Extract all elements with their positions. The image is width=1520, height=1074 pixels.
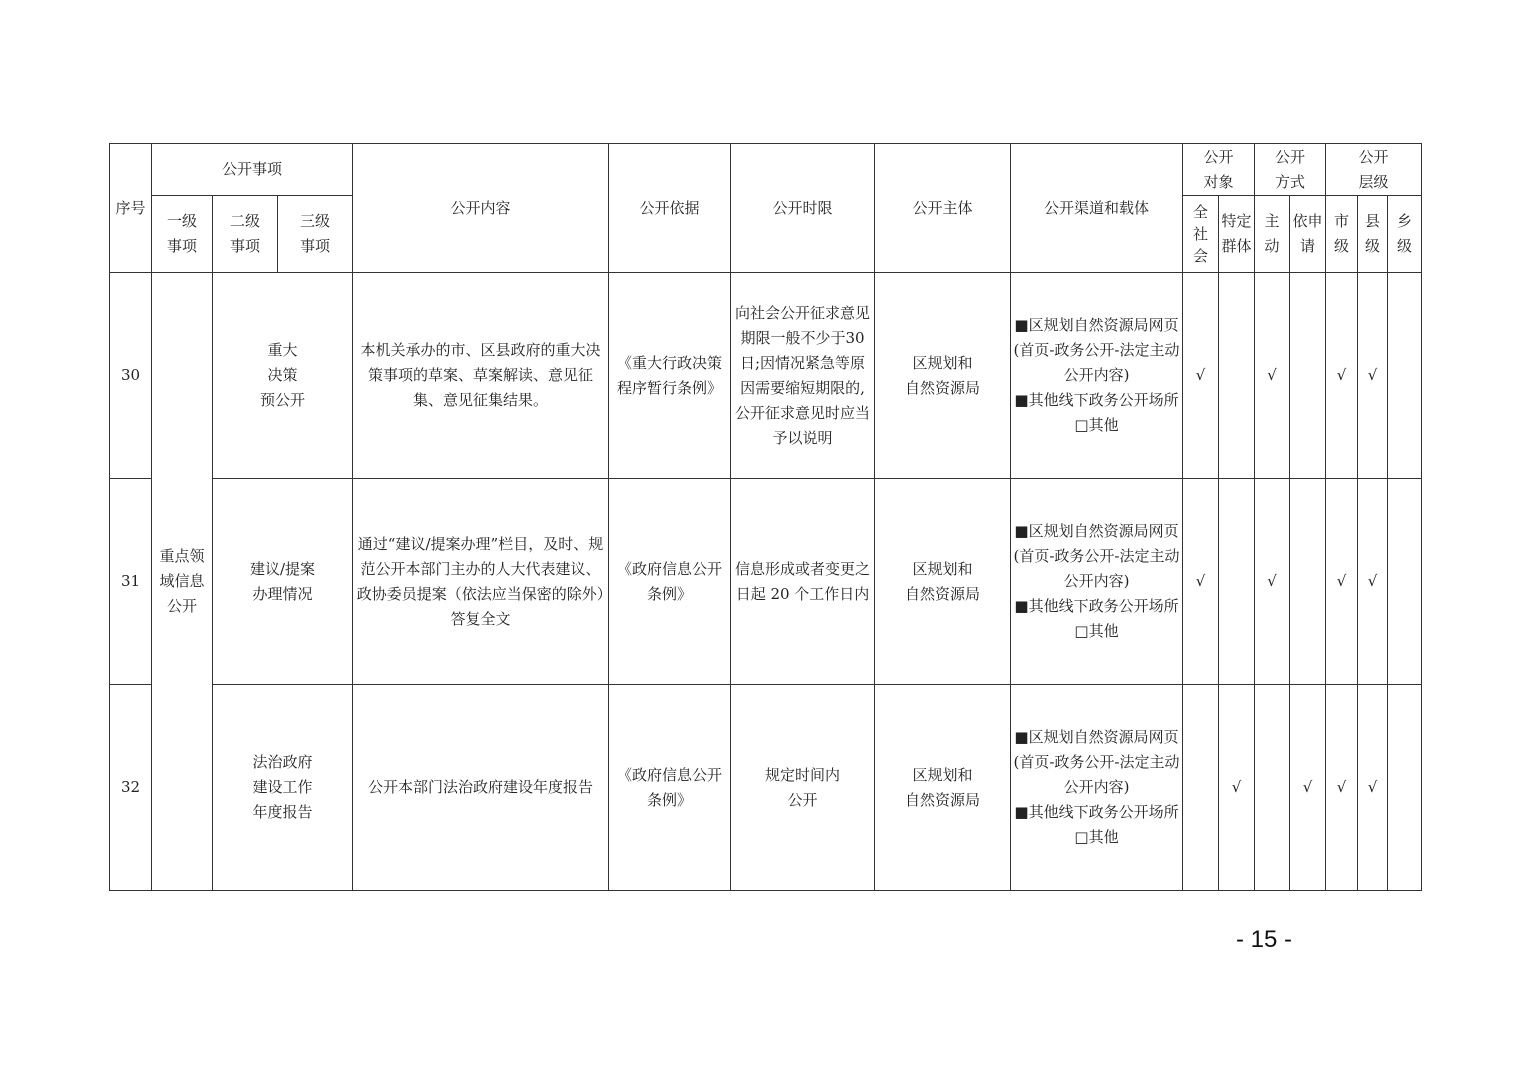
header-level: 公开 层级: [1326, 144, 1422, 196]
row-channel: [1011, 685, 1183, 891]
row-subject: 区规划和 自然资源局: [875, 685, 1011, 891]
row-specific-group: √: [1219, 685, 1255, 891]
header-proactive: 主 动: [1255, 196, 1290, 273]
row-basis: 《政府信息公开条例》: [609, 479, 731, 685]
header-seq: 序号: [110, 144, 152, 273]
row-all-society: √: [1183, 479, 1219, 685]
header-basis: 公开依据: [609, 144, 731, 273]
row-specific-group: [1219, 479, 1255, 685]
row-county: √: [1358, 273, 1388, 479]
header-row-1: [110, 144, 1422, 196]
channel-item: ■其他线下政务公开场所: [1014, 391, 1179, 409]
row-content: 通过“建议/提案办理”栏目，及时、规范公开本部门主办的人大代表建议、政协委员提案（依法应当保密的除外）答复全文: [353, 479, 609, 685]
row-city: √: [1326, 273, 1358, 479]
channel-item: ■区规划自然资源局网页(首页-政务公开-法定主动公开内容): [1013, 522, 1180, 590]
row-seq: 31: [110, 479, 152, 685]
row-basis: 《政府信息公开条例》: [609, 685, 731, 891]
header-level3: 三级 事项: [278, 196, 353, 273]
header-city: 市 级: [1326, 196, 1358, 273]
row-channel: [1011, 479, 1183, 685]
header-specific-group: 特定 群体: [1219, 196, 1255, 273]
row-township: [1388, 273, 1422, 479]
row-channel: [1011, 273, 1183, 479]
header-county: 县 级: [1358, 196, 1388, 273]
channel-item: □其他: [1074, 416, 1119, 434]
row-all-society: √: [1183, 273, 1219, 479]
header-content: 公开内容: [353, 144, 609, 273]
row-proactive: [1255, 685, 1290, 891]
row-content: 公开本部门法治政府建设年度报告: [353, 685, 609, 891]
row-proactive: √: [1255, 273, 1290, 479]
header-subject: 公开主体: [875, 144, 1011, 273]
disclosure-table: [109, 143, 1422, 891]
row-seq: 30: [110, 273, 152, 479]
row-on-request: √: [1290, 685, 1326, 891]
channel-item: ■其他线下政务公开场所: [1014, 803, 1179, 821]
channel-item: ■其他线下政务公开场所: [1014, 597, 1179, 615]
row-proactive: √: [1255, 479, 1290, 685]
channel-item: ■区规划自然资源局网页(首页-政务公开-法定主动公开内容): [1013, 316, 1180, 384]
row-time-limit: 向社会公开征求意见期限一般不少于30日;因情况紧急等原因需要缩短期限的,公开征求意见时应当予以说明: [731, 273, 875, 479]
group-level1: 重点领 域信息 公开: [152, 273, 213, 891]
row-seq: 32: [110, 685, 152, 891]
channel-item: ■区规划自然资源局网页(首页-政务公开-法定主动公开内容): [1013, 728, 1180, 796]
row-time-limit: 规定时间内 公开: [731, 685, 875, 891]
header-matters: 公开事项: [152, 144, 353, 196]
header-level2: 二级 事项: [213, 196, 278, 273]
row-level2: 法治政府 建设工作 年度报告: [213, 685, 353, 891]
row-content: 本机关承办的市、区县政府的重大决策事项的草案、草案解读、意见征集、意见征集结果。: [353, 273, 609, 479]
header-on-request: 依申 请: [1290, 196, 1326, 273]
header-level1: 一级 事项: [152, 196, 213, 273]
channel-item: □其他: [1074, 622, 1119, 640]
row-level2: 建议/提案 办理情况: [213, 479, 353, 685]
row-specific-group: [1219, 273, 1255, 479]
row-county: √: [1358, 479, 1388, 685]
table-row: [110, 685, 1422, 891]
row-township: [1388, 685, 1422, 891]
header-time-limit: 公开时限: [731, 144, 875, 273]
row-level2: 重大 决策 预公开: [213, 273, 353, 479]
row-subject: 区规划和 自然资源局: [875, 479, 1011, 685]
table-row: [110, 479, 1422, 685]
header-method: 公开 方式: [1255, 144, 1326, 196]
row-basis: 《重大行政决策程序暂行条例》: [609, 273, 731, 479]
row-on-request: [1290, 479, 1326, 685]
header-channel: 公开渠道和载体: [1011, 144, 1183, 273]
table-row: [110, 273, 1422, 479]
header-target: 公开 对象: [1183, 144, 1255, 196]
channel-item: □其他: [1074, 828, 1119, 846]
header-township: 乡 级: [1388, 196, 1422, 273]
header-all-society: 全 社 会: [1183, 196, 1219, 273]
row-city: √: [1326, 479, 1358, 685]
row-county: √: [1358, 685, 1388, 891]
row-township: [1388, 479, 1422, 685]
row-city: √: [1326, 685, 1358, 891]
row-on-request: [1290, 273, 1326, 479]
row-time-limit: 信息形成或者变更之日起 20 个工作日内: [731, 479, 875, 685]
page-number: - 15 -: [1236, 926, 1293, 953]
row-subject: 区规划和 自然资源局: [875, 273, 1011, 479]
row-all-society: [1183, 685, 1219, 891]
